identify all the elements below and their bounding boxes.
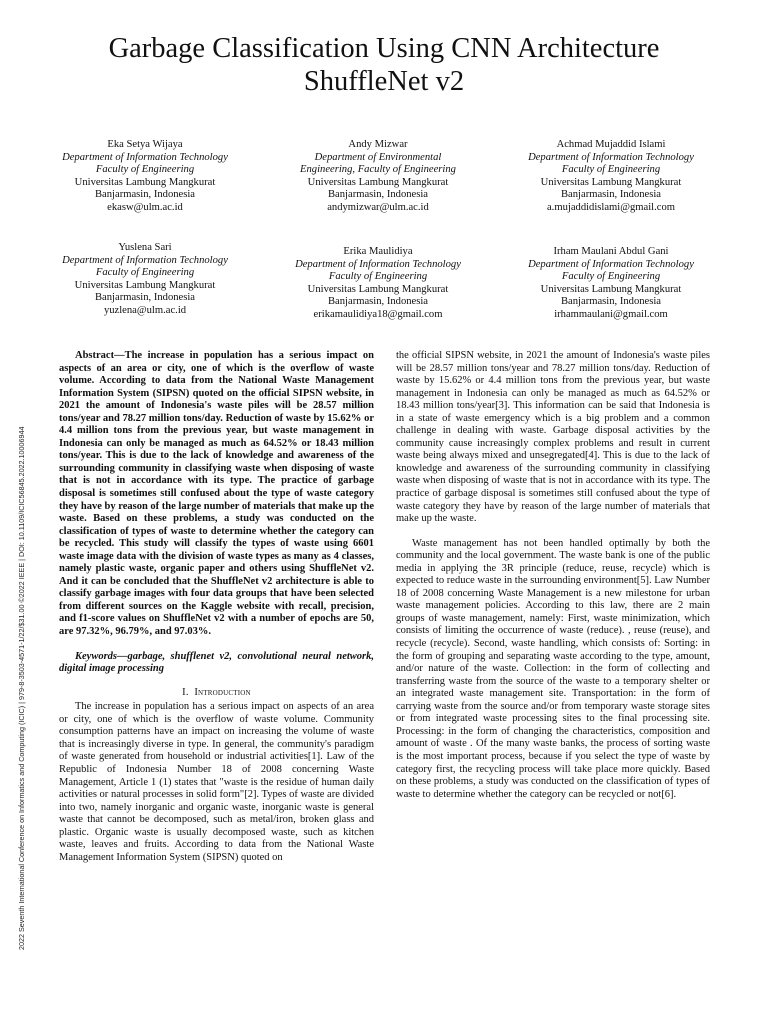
author-faculty: Faculty of Engineering — [328, 271, 428, 283]
paper-title — [40, 32, 728, 98]
author-name: Yuslena Sari — [118, 242, 172, 253]
author-faculty: Faculty of Engineering — [561, 164, 661, 176]
author-department: Department of Information Technology — [62, 254, 228, 266]
author-name: Eka Setya Wijaya — [107, 139, 183, 150]
author-university: Universitas Lambung Mangkurat — [74, 176, 216, 188]
author-email: irhammaulani@gmail.com — [554, 308, 668, 320]
author-city: Banjarmasin, Indonesia — [94, 292, 196, 304]
author-city: Banjarmasin, Indonesia — [94, 189, 196, 201]
author-department: Department of Information Technology — [528, 258, 694, 270]
intro-paragraph-1: The increase in population has a serious impact on aspects of an area or city, one of which is the overflow of waste volume. Community consumption patterns have an impact on increasing the volume of waste that is increasingly diverse in type. In general, the community's paradigm of waste generated from household or industrial activities[1]. Law of the Republic of Indonesia Number 18 of 2008 concerning Waste Management, Article 1 (1) states that "waste is the residue of human daily activities or natural processes in solid form"[2]. Types of waste are divided into two, namely inorganic and organic waste, inorganic waste is general waste that cannot be decomposed, such as metal/iron, broken glass and plastic. Organic waste is usually decomposed waste, such as kitchen waste, leaves and fruits. According to data from the National Waste Management Information System (SIPSN) quoted on — [59, 701, 374, 863]
intro-paragraph-2: Waste management has not been handled optimally by both the community and the local government. The waste bank is one of the public media in applying the 3R principle (reduce, reuse, recycle) which is expected to reduce waste in the surrounding environment[5]. Law Number 18 of 2008 concerning Waste Management is a new milestone for urban waste management policies. According to this law, there are 2 main groups of waste management, namely: First, waste minimization, which consists of limiting the occurrence of waste (reduce). , reuse (reuse), and recycle (recycle). Second, waste handling, which consists of: Sorting: in the form of grouping and separating waste according to the type, amount, and/or nature of the waste. Collection: in the form of collecting and transferring waste from the source of the waste to a temporary shelter or an integrated waste management site. Transportation: in the form of carrying waste from the source and/or from temporary waste storage sites or from integrated waste processing sites to the final processing site. Processing: in the form of changing the characteristics, composition and amount of waste . Of the many waste banks, the process of sorting waste is the most important process, because if you select the type of waste by category first, the recycling process will take place more quickly. Based on these problems, a study was conducted on the classification of types of waste to determine whether the category can be recycled or not[6]. — [396, 537, 710, 800]
title-line-1: Garbage Classification Using CNN Architecture — [108, 33, 660, 64]
author-university: Universitas Lambung Mangkurat — [307, 176, 449, 188]
author-university: Universitas Lambung Mangkurat — [74, 279, 216, 291]
author-university: Universitas Lambung Mangkurat — [540, 176, 682, 188]
author-4 — [40, 242, 250, 318]
author-email: a.mujaddidislami@gmail.com — [546, 201, 676, 213]
author-university: Universitas Lambung Mangkurat — [540, 283, 682, 295]
author-faculty: Engineering, Faculty of Engineering — [300, 164, 456, 176]
author-email: yuzlena@ulm.ac.id — [103, 304, 187, 316]
author-1 — [40, 139, 250, 215]
author-faculty: Faculty of Engineering — [95, 267, 195, 279]
author-university: Universitas Lambung Mangkurat — [307, 283, 449, 295]
author-5 — [273, 246, 483, 322]
section-number: I. — [182, 686, 189, 698]
author-name: Irham Maulani Abdul Gani — [553, 246, 669, 257]
author-department: Department of Information Technology — [295, 258, 461, 270]
author-name: Erika Maulidiya — [343, 246, 413, 257]
author-department: Department of Information Technology — [62, 151, 228, 163]
author-email: erikamaulidiya18@gmail.com — [313, 308, 443, 320]
author-email: ekasw@ulm.ac.id — [107, 201, 183, 213]
keywords: Keywords—garbage, shufflenet v2, convolutional neural network, digital image processing — [59, 650, 374, 675]
author-name: Achmad Mujaddid Islami — [556, 139, 666, 150]
section-title: Introduction — [194, 686, 251, 698]
abstract: Abstract—The increase in population has a serious impact on aspects of an area or city, one of which is the overflow of waste volume. According to data from the National Waste Management Information System (SIPSN) quoted on the official SIPSN website, in 2021 the amount of Indonesia's waste piles will be 28.57 million tons/year and 78.27 million tons/day. Reduction of waste by 15.62% or 4.4 million tons from the previous year, but waste management in Indonesia can only be managed as much as 64.52% or 18.43 million tons/year. This is due to the lack of knowledge and awareness of the surrounding community in classifying waste when disposing of waste that is not in accordance with its type. The practice of garbage disposal is sometimes still confused about the type of waste category they have by reason of the large number of materials that make up the waste. Based on these problems, a study was conducted on the classification of types of waste to determine whether the category can be recycled. This study will classify the types of waste using 6601 waste image data with the division of waste types as many as 4 classes, namely plastic waste, organic paper and others using ShuffleNet v2. And it can be concluded that the ShuffleNet v2 architecture is able to classify garbage images with four data groups that have been selected from different sources on the Kaggle website with recall, precision, and f1-score values on ShuffleNet v2 with a number of epochs are 50, are 97.32%, 96.79%, and 97.03%. — [59, 350, 374, 638]
author-name: Andy Mizwar — [348, 139, 408, 150]
author-city: Banjarmasin, Indonesia — [327, 189, 429, 201]
author-department: Department of Information Technology — [528, 151, 694, 163]
left-column — [59, 350, 374, 864]
author-department: Department of Environmental — [314, 151, 442, 163]
author-faculty: Faculty of Engineering — [95, 164, 195, 176]
author-faculty: Faculty of Engineering — [561, 271, 661, 283]
author-3 — [506, 139, 716, 215]
right-column — [396, 350, 710, 801]
intro-paragraph-1-continued: the official SIPSN website, in 2021 the amount of Indonesia's waste piles will be 28.57 million tons/year and 78.27 million tons/day. Reduction of waste by 15.62% or 4.4 million tons from the previous year, but waste management in Indonesia can only be managed as much as 64.52% or 18.43 million tons/year[3]. This information can be said that Indonesia is in a state of waste emergency which is a big problem and a common challenge in dealing with waste. Garbage disposal activities by the community cause increasingly complex problems and result in current waste being always mixed and unsegregated[4]. This is due to the lack of knowledge and awareness of the surrounding community in classifying waste when disposing of waste that is not in accordance with its type. The practice of garbage disposal is sometimes still confused about the type of waste category they have by reason of the large number of materials that make up the waste. — [396, 350, 710, 525]
section-heading-introduction — [59, 687, 374, 700]
author-city: Banjarmasin, Indonesia — [560, 189, 662, 201]
author-2 — [273, 139, 483, 215]
author-city: Banjarmasin, Indonesia — [560, 296, 662, 308]
author-6 — [506, 246, 716, 322]
conference-doi-note: 2022 Seventh International Conference on Informatics and Computing (ICIC) | 979-8-3503-4571-1/22/$31.00 ©2022 IEEE | DOI: 10.1109/ICIC56845.2022.10006944 — [17, 426, 26, 950]
author-city: Banjarmasin, Indonesia — [327, 296, 429, 308]
title-line-2: ShuffleNet v2 — [303, 66, 465, 97]
author-email: andymizwar@ulm.ac.id — [327, 201, 429, 213]
